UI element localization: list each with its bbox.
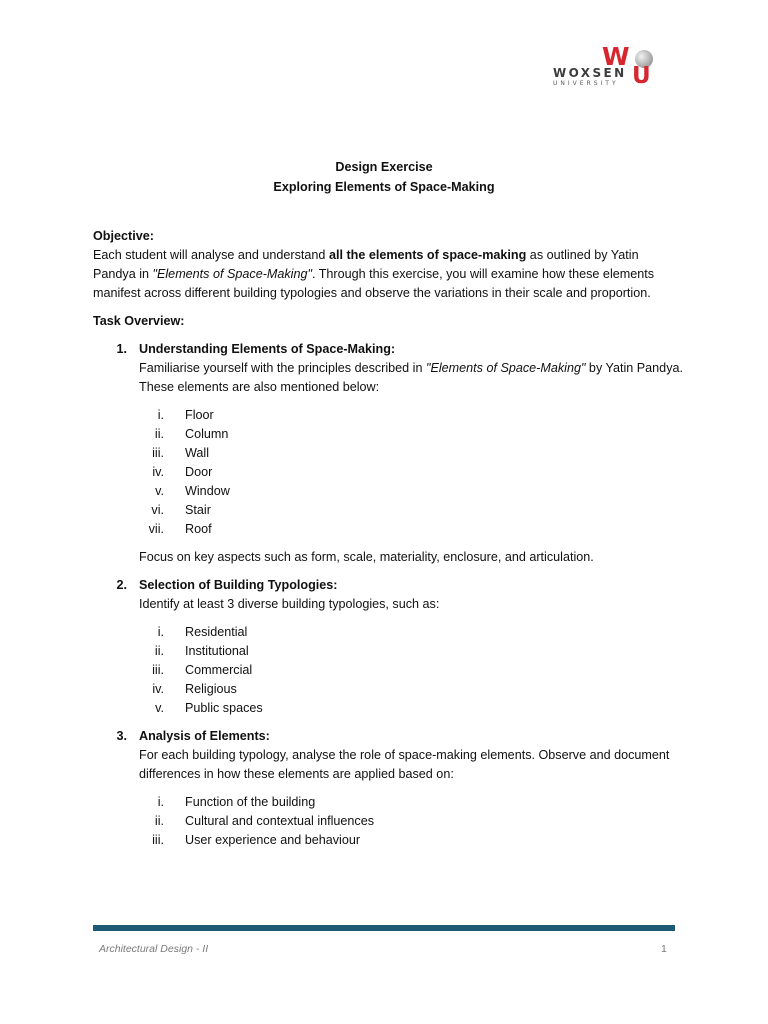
list-item xyxy=(139,680,683,699)
list-item-label: Function of the building xyxy=(185,795,316,809)
list-item xyxy=(139,406,683,425)
list-item xyxy=(139,623,683,642)
logo-wordmark: WOXSEN xyxy=(553,66,627,80)
list-item-label: Commercial xyxy=(185,663,253,677)
objective-heading: Objective: xyxy=(93,229,154,243)
page-number: 1 xyxy=(661,943,667,955)
list-item-label: Roof xyxy=(185,522,212,536)
task-book-title: "Elements of Space-Making" xyxy=(425,361,586,375)
list-item-label: Floor xyxy=(185,408,214,422)
task-description xyxy=(139,359,683,397)
list-marker: ii. xyxy=(154,814,164,828)
list-item-label: Residential xyxy=(185,625,248,639)
factors-list xyxy=(139,793,683,850)
woxsen-university-logo xyxy=(552,44,658,88)
list-item xyxy=(139,501,683,520)
list-marker: iv. xyxy=(152,465,164,479)
task-number: 3. xyxy=(116,729,127,743)
list-marker: iii. xyxy=(152,663,164,677)
list-item xyxy=(139,699,683,718)
task-2 xyxy=(93,576,683,718)
list-item-label: User experience and behaviour xyxy=(185,833,361,847)
list-item-label: Public spaces xyxy=(185,701,263,715)
title-line-2: Exploring Elements of Space-Making xyxy=(273,180,495,194)
logo-university-text: UNIVERSITY xyxy=(553,80,619,87)
list-marker: vii. xyxy=(148,522,164,536)
task-description: Identify at least 3 diverse building typologies, such as: xyxy=(139,597,440,611)
objective-text-3: . Through this exercise, you will examine how these elements manifest across different building typologies and observe the variations in their scale and proportion. xyxy=(93,267,655,300)
list-item xyxy=(139,482,683,501)
task-1 xyxy=(93,340,683,567)
logo-u-letter: U xyxy=(632,63,651,89)
list-item xyxy=(139,642,683,661)
task-title: Selection of Building Typologies: xyxy=(139,578,338,592)
list-item xyxy=(139,425,683,444)
task-number: 1. xyxy=(116,342,127,356)
list-marker: i. xyxy=(157,625,164,639)
list-item-label: Column xyxy=(185,427,229,441)
focus-note: Focus on key aspects such as form, scale, materiality, enclosure, and articulation. xyxy=(139,550,594,564)
objective-book-title: "Elements of Space-Making" xyxy=(152,267,312,281)
list-marker: iii. xyxy=(152,833,164,847)
list-marker: i. xyxy=(157,408,164,422)
list-marker: v. xyxy=(155,701,164,715)
task-overview-heading: Task Overview: xyxy=(93,314,185,328)
elements-list xyxy=(139,406,683,539)
list-marker: v. xyxy=(155,484,164,498)
typologies-list xyxy=(139,623,683,718)
list-item-label: Religious xyxy=(185,682,237,696)
list-marker: vi. xyxy=(151,503,164,517)
title-line-1: Design Exercise xyxy=(335,160,433,174)
list-item xyxy=(139,661,683,680)
list-item-label: Wall xyxy=(185,446,210,460)
objective-text-1: Each student will analyse and understand xyxy=(93,248,329,262)
list-marker: ii. xyxy=(154,427,164,441)
task-number: 2. xyxy=(116,578,127,592)
task-description: For each building typology, analyse the role of space-making elements. Observe and document differences in how these elements are applied based on: xyxy=(139,748,670,781)
footer-course-name: Architectural Design - II xyxy=(99,943,209,955)
footer-divider-bar xyxy=(93,925,675,931)
logo-w-letter: W xyxy=(602,42,630,71)
task-title: Understanding Elements of Space-Making: xyxy=(139,342,396,356)
list-item xyxy=(139,793,683,812)
objective-paragraph xyxy=(93,246,683,303)
list-item-label: Cultural and contextual influences xyxy=(185,814,375,828)
task-3 xyxy=(93,727,683,850)
list-marker: ii. xyxy=(154,644,164,658)
task-text-2: by Yatin Pandya. These elements are also mentioned below: xyxy=(139,361,683,394)
list-item xyxy=(139,463,683,482)
list-item xyxy=(139,520,683,539)
list-item-label: Institutional xyxy=(185,644,249,658)
task-text-1: Familiarise yourself with the principles described in xyxy=(139,361,426,375)
list-item-label: Window xyxy=(185,484,230,498)
list-item xyxy=(139,831,683,850)
list-marker: iv. xyxy=(152,682,164,696)
objective-text-2: as outlined by Yatin Pandya in xyxy=(93,248,639,281)
document-title xyxy=(0,157,768,197)
list-marker: i. xyxy=(157,795,164,809)
list-item xyxy=(139,444,683,463)
list-item-label: Stair xyxy=(185,503,211,517)
task-title: Analysis of Elements: xyxy=(139,729,270,743)
list-item xyxy=(139,812,683,831)
list-marker: iii. xyxy=(152,446,164,460)
document-body xyxy=(93,227,683,850)
objective-text-bold: all the elements of space-making xyxy=(328,248,527,262)
list-item-label: Door xyxy=(185,465,213,479)
